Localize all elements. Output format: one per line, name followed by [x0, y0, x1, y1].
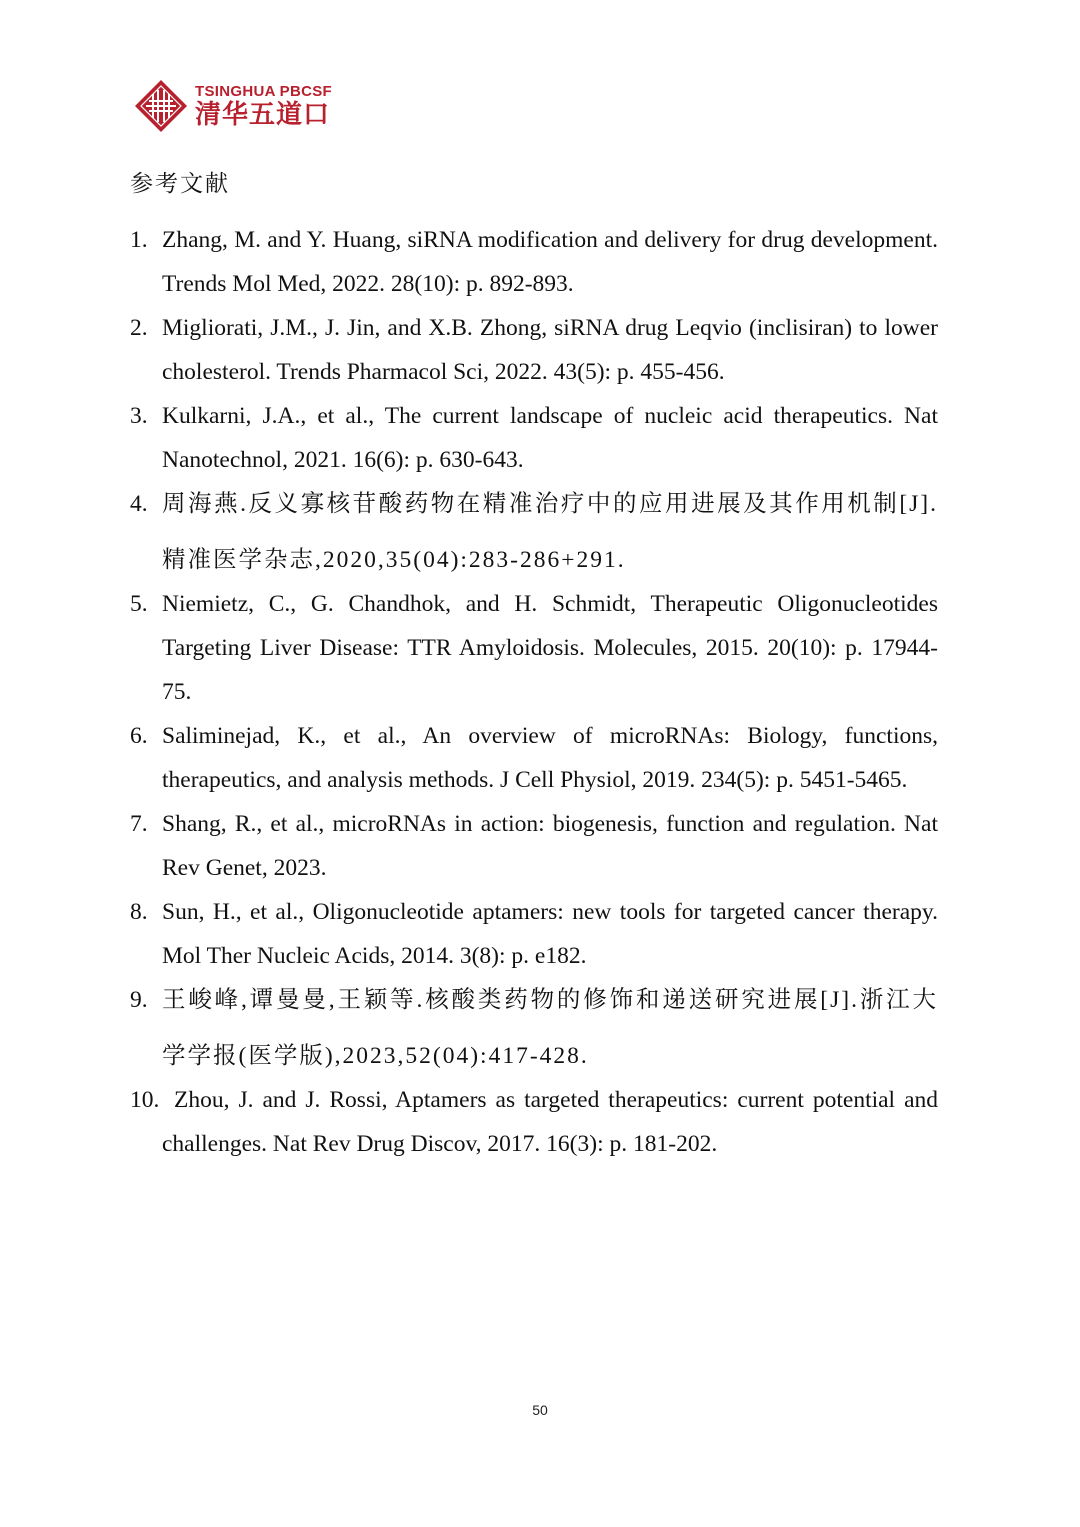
references-heading: 参考文献 [130, 171, 230, 197]
logo-english-name: TSINGHUA PBCSF [195, 83, 332, 100]
reference-item [130, 890, 938, 978]
reference-number: 5. [130, 591, 148, 617]
reference-number: 8. [130, 899, 148, 925]
reference-text: Niemietz, C., G. Chandhok, and H. Schmidt, Therapeutic Oligonucleotides Targeting Liver Disease: TTR Amyloidosis. Molecules, 2015. 20(10): p. 17944-75. [162, 591, 938, 705]
reference-text: Sun, H., et al., Oligonucleotide aptamers: new tools for targeted cancer therapy. Mol Ther Nucleic Acids, 2014. 3(8): p. e182. [162, 899, 938, 969]
reference-item [130, 476, 938, 588]
reference-text: Shang, R., et al., microRNAs in action: biogenesis, function and regulation. Nat Rev Genet, 2023. [162, 811, 938, 881]
reference-item [130, 714, 938, 802]
reference-number: 9. [130, 987, 148, 1013]
reference-number: 6. [130, 723, 148, 749]
reference-text: Zhou, J. and J. Rossi, Aptamers as targeted therapeutics: current potential and challenges. Nat Rev Drug Discov, 2017. 16(3): p. 181-202. [162, 1087, 938, 1157]
header-logo [133, 78, 332, 134]
reference-text: Migliorati, J.M., J. Jin, and X.B. Zhong, siRNA drug Leqvio (inclisiran) to lower cholesterol. Trends Pharmacol Sci, 2022. 43(5): p. 455-456. [162, 315, 938, 385]
reference-number: 7. [130, 811, 148, 837]
reference-number: 4. [130, 491, 148, 517]
reference-number: 1. [130, 227, 148, 253]
reference-text: 周海燕.反义寡核苷酸药物在精准治疗中的应用进展及其作用机制[J].精准医学杂志,2020,35(04):283-286+291. [162, 491, 938, 573]
reference-item [130, 218, 938, 306]
reference-item [130, 1078, 938, 1166]
reference-item [130, 394, 938, 482]
reference-text: Zhang, M. and Y. Huang, siRNA modification and delivery for drug development. Trends Mol Med, 2022. 28(10): p. 892-893. [162, 227, 938, 297]
logo-chinese-name: 清华五道口 [195, 100, 331, 130]
reference-text: Kulkarni, J.A., et al., The current landscape of nucleic acid therapeutics. Nat Nanotechnol, 2021. 16(6): p. 630-643. [162, 403, 938, 473]
reference-list [130, 218, 938, 1166]
page-number: 50 [532, 1402, 548, 1418]
reference-item [130, 306, 938, 394]
reference-number: 3. [130, 403, 148, 429]
reference-text: 王峻峰,谭曼曼,王颖等.核酸类药物的修饰和递送研究进展[J].浙江大学学报(医学版),2023,52(04):417-428. [162, 987, 938, 1069]
logo-text [195, 84, 332, 128]
reference-number: 10. [130, 1087, 160, 1113]
reference-number: 2. [130, 315, 148, 341]
reference-item [130, 802, 938, 890]
reference-item [130, 972, 938, 1084]
reference-item [130, 582, 938, 714]
tsinghua-pbcsf-emblem-icon [133, 78, 189, 134]
reference-text: Saliminejad, K., et al., An overview of microRNAs: Biology, functions, therapeutics, and analysis methods. J Cell Physiol, 2019. 234(5): p. 5451-5465. [162, 723, 938, 793]
